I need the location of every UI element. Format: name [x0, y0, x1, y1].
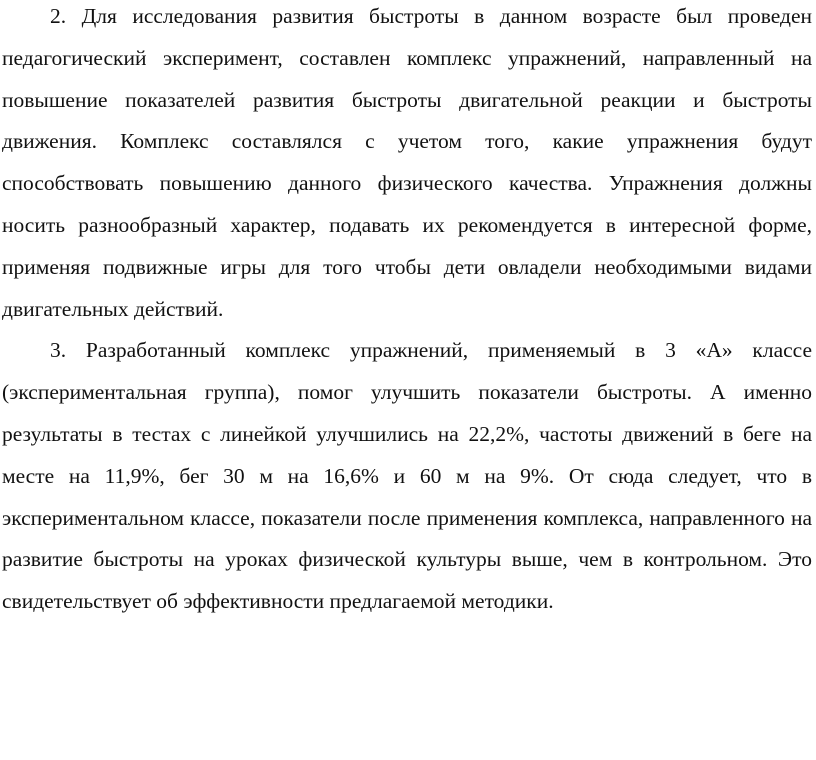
paragraph-2: 2. Для исследования развития быстроты в данном возрасте был проведен педагогический эксперимент, составлен комплекс упражнений, направленный на повышение показателей развития быстроты двигательной реакции и быстроты движения. Комплекс составлялся с учетом того, какие упражнения будут способствовать повышению данного физического качества. Упражнения должны носить разнообразный характер, подавать их рекомендуется в интересной форме, применяя подвижные игры для того чтобы дети овладели необходимыми видами двигательных действий.: [2, 4, 812, 321]
paragraph-3: 3. Разработанный комплекс упражнений, применяемый в 3 «А» классе (экспериментальная группа), помог улучшить показатели быстроты. А именно результаты в тестах с линейкой улучшились на 22,2%, частоты движений в беге на месте на 11,9%, бег 30 м на 16,6% и 60 м на 9%. От сюда следует, что в экспериментальном классе, показатели после применения комплекса, направленного на развитие быстроты на уроках физической культуры выше, чем в контрольном. Это свидетельствует об эффективности предлагаемой методики.: [2, 338, 812, 614]
